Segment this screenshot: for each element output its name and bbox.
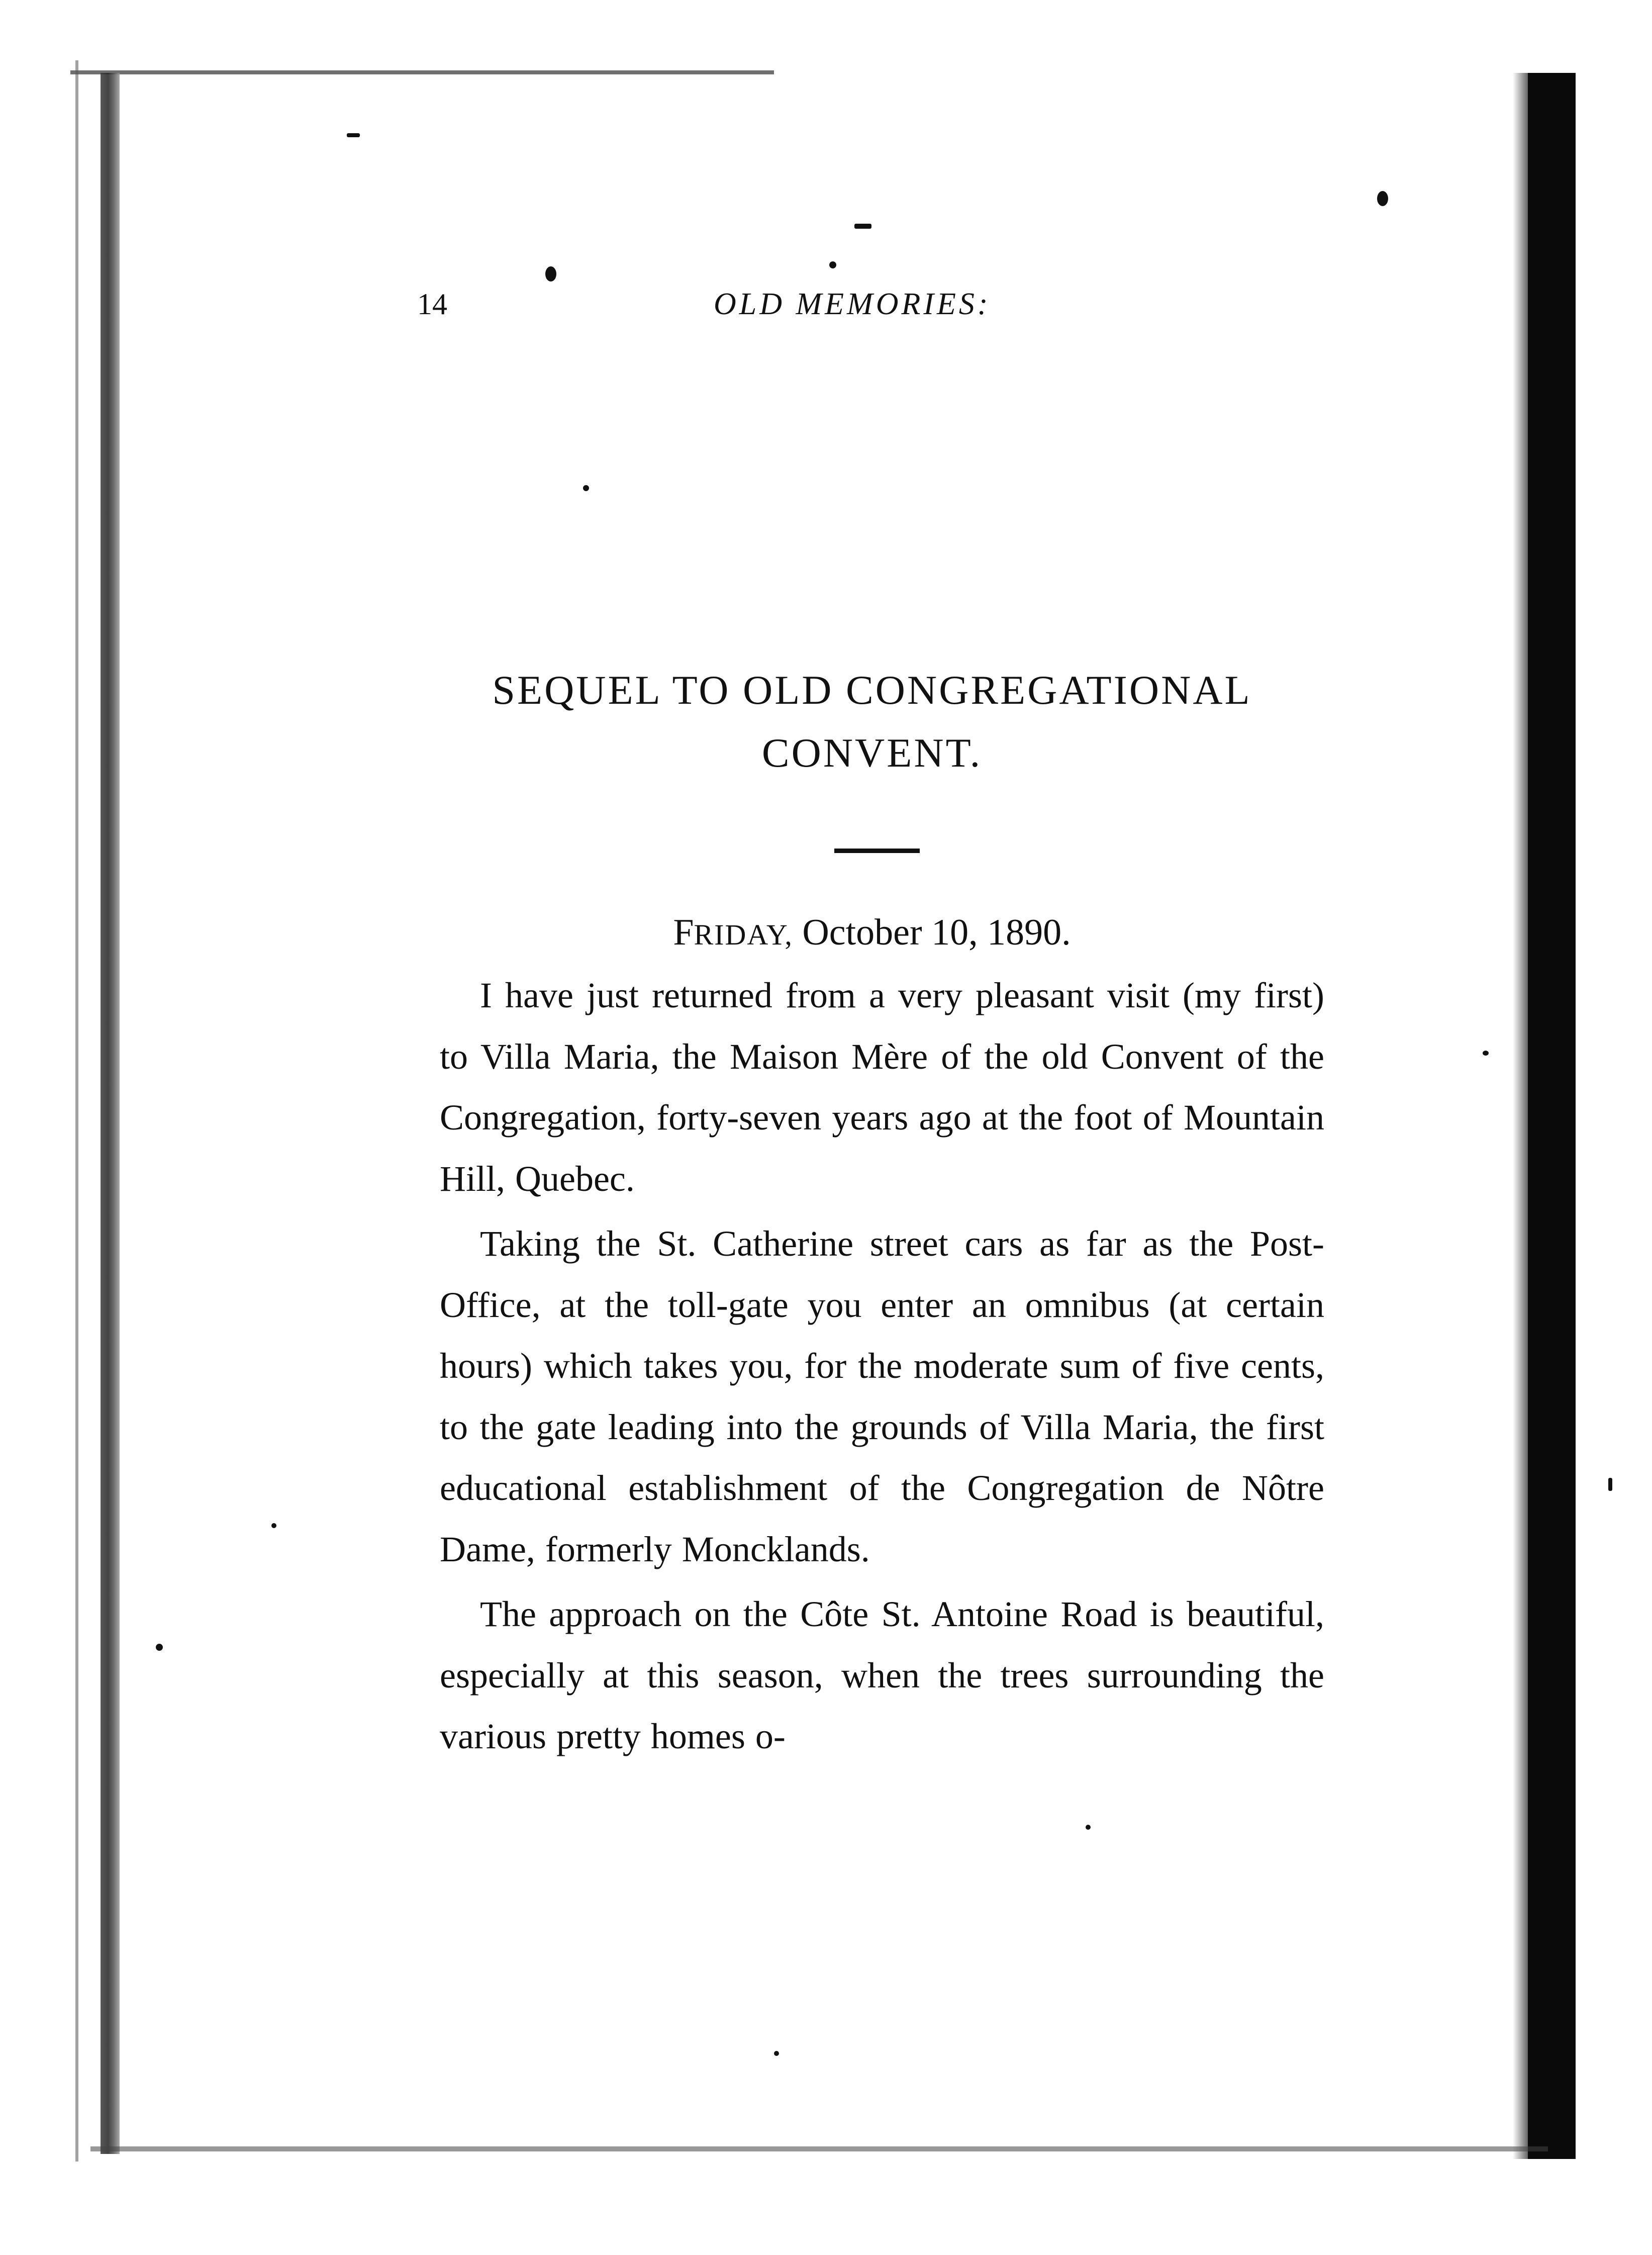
print-speck: [545, 266, 556, 281]
page-number: 14: [417, 288, 447, 321]
scan-left-edge-thin: [75, 60, 78, 2162]
dateline-day-rest: RIDAY,: [694, 918, 793, 951]
print-speck: [1483, 1051, 1489, 1056]
running-title: OLD MEMORIES:: [714, 287, 991, 321]
scan-right-edge: [1528, 73, 1576, 2159]
chapter-heading-line-1: SEQUEL TO OLD CONGREGATIONAL: [492, 667, 1252, 713]
print-speck: [829, 261, 836, 268]
print-speck: [1086, 1825, 1091, 1830]
body-text: [440, 965, 1324, 1767]
dateline: [412, 905, 1332, 963]
chapter-heading: [412, 659, 1332, 784]
print-speck: [583, 485, 589, 491]
scan-left-binding: [101, 73, 120, 2154]
print-speck: [271, 1523, 276, 1528]
dateline-date: October 10, 1890.: [802, 912, 1071, 953]
paragraph: I have just returned from a very pleasant visit (my first) to Villa Maria, the Maison Mère of the old Convent of the Congregation, forty-seven years ago at the foot of Mountain Hill, Quebec.: [440, 975, 1324, 1199]
paragraph: Taking the St. Catherine street cars as far as the Post-Office, at the toll-gate you enter an omnibus (at certain hours) which takes you, for the moderate sum of five cents, to the gate leading into the grounds of Villa Maria, the first educational establishment of the Congregation de Nôtre Dame, formerly Moncklands.: [440, 1224, 1324, 1569]
print-speck: [1377, 191, 1388, 206]
print-speck: [347, 133, 360, 137]
heading-divider: [834, 849, 920, 853]
print-speck: [854, 224, 871, 229]
running-head: [417, 281, 1372, 327]
paragraph: The approach on the Côte St. Antoine Road is beautiful, especially at this season, when the trees surrounding the various pretty homes o-: [440, 1594, 1324, 1756]
print-speck: [156, 1644, 163, 1651]
scan-bottom-edge: [90, 2146, 1548, 2151]
chapter-heading-line-2: CONVENT.: [761, 730, 983, 776]
print-speck: [1608, 1478, 1612, 1491]
print-speck: [774, 2051, 779, 2056]
dateline-day-initial: F: [673, 912, 694, 953]
scan-right-edge-shadow: [1513, 73, 1528, 2159]
scan-top-edge: [70, 70, 774, 74]
